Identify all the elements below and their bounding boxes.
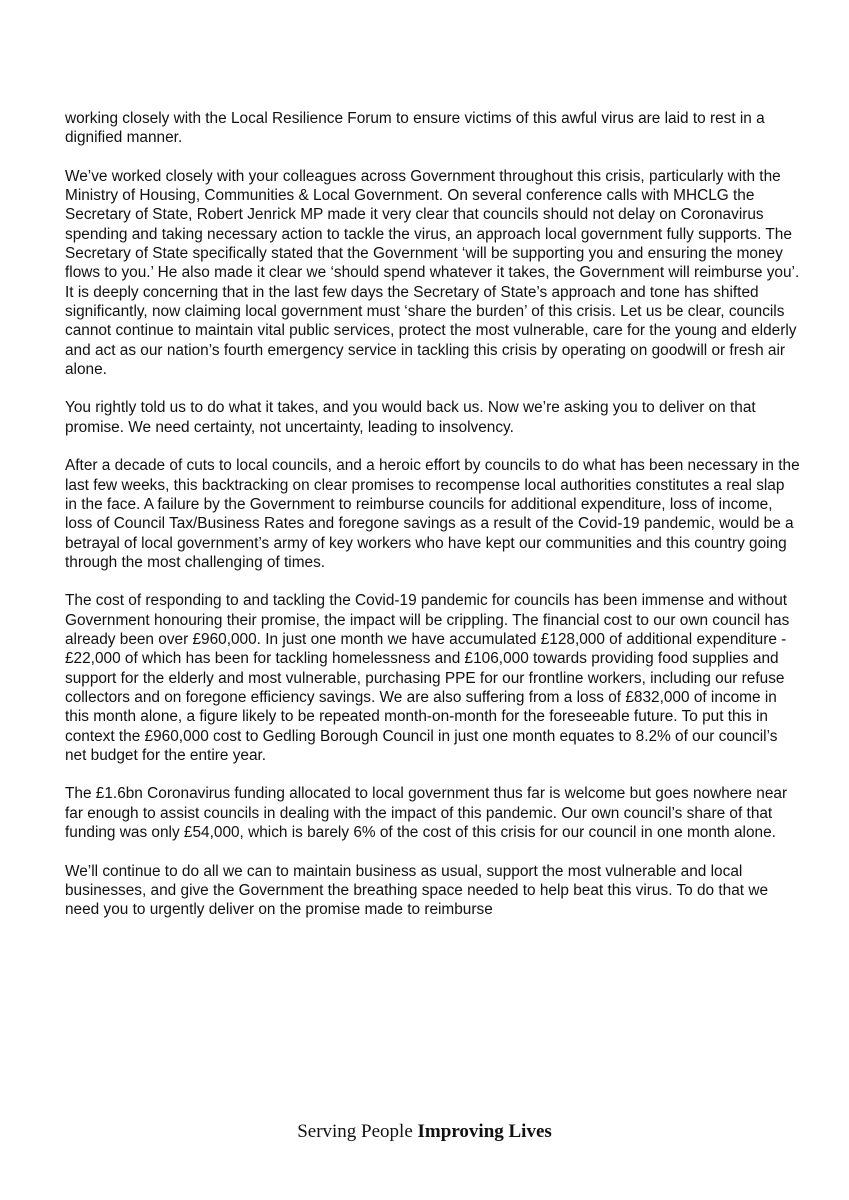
paragraph-5: The cost of responding to and tackling the Covid-19 pandemic for councils has been immense and without Government honouring their promise, the impact will be crippling. The financial cost to our own council has already been over £960,000. In just one month we have accumulated £128,000 of additional expenditure - £22,000 of which has been for tackling homelessness and £106,000 towards providing food supplies and support for the elderly and most vulnerable, purchasing PPE for our frontline workers, including our refuse collectors and on foregone efficiency savings. We are also suffering from a loss of £832,000 of income in this month alone, a figure likely to be repeated month-on-month for the foreseeable future. To put this in context the £960,000 cost to Gedling Borough Council in just one month equates to 8.2% of our council’s net budget for the entire year. (65, 592, 790, 764)
footer-slogan (0, 1121, 849, 1143)
paragraph-1: working closely with the Local Resilience Forum to ensure victims of this awful virus are laid to rest in a dignified manner. (65, 110, 765, 147)
paragraph-7: We’ll continue to do all we can to maintain business as usual, support the most vulnerable and local businesses, and give the Government the breathing space needed to help beat this virus. To do that we need you to urgently deliver on the promise made to reimburse (65, 862, 769, 919)
paragraph-4: After a decade of cuts to local councils, and a heroic effort by councils to do what has been necessary in the last few weeks, this backtracking on clear promises to recompense local authorities constitutes a real slap in the face. A failure by the Government to reimburse councils for additional expenditure, loss of income, loss of Council Tax/Business Rates and foregone savings as a result of the Covid-19 pandemic, would be a betrayal of local government’s army of key workers who have kept our communities and this country going through the most challenging of times. (65, 457, 800, 571)
footer-slogan-regular: Serving People (297, 1121, 418, 1142)
paragraph-6: The £1.6bn Coronavirus funding allocated to local government thus far is welcome but goes nowhere near far enough to assist councils in dealing with the impact of this pandemic. Our own council’s share of that funding was only £54,000, which is barely 6% of the cost of this crisis for our council in one month alone. (65, 785, 788, 841)
footer-slogan-bold: Improving Lives (417, 1121, 552, 1142)
letter-body (65, 109, 800, 939)
paragraph-2: We’ve worked closely with your colleagues across Government throughout this crisis, particularly with the Ministry of Housing, Communities & Local Government. On several conference calls with MHCLG the Secretary of State, Robert Jenrick MP made it very clear that councils should not delay on Coronavirus spending and taking necessary action to tackle the virus, an approach local government fully supports. The Secretary of State specifically stated that the Government ‘will be supporting you and ensuring the money flows to you.’ He also made it clear we ‘should spend whatever it takes, the Government will reimburse you’. It is deeply concerning that in the last few days the Secretary of State’s approach and tone has shifted significantly, now claiming local government must ‘share the burden’ of this crisis. Let us be clear, councils cannot continue to maintain vital public services, protect the most vulnerable, care for the young and elderly and act as our nation’s fourth emergency service in tackling this crisis by operating on goodwill or fresh air alone. (65, 167, 800, 378)
paragraph-3: You rightly told us to do what it takes, and you would back us. Now we’re asking you to deliver on that promise. We need certainty, not uncertainty, leading to insolvency. (65, 399, 756, 436)
